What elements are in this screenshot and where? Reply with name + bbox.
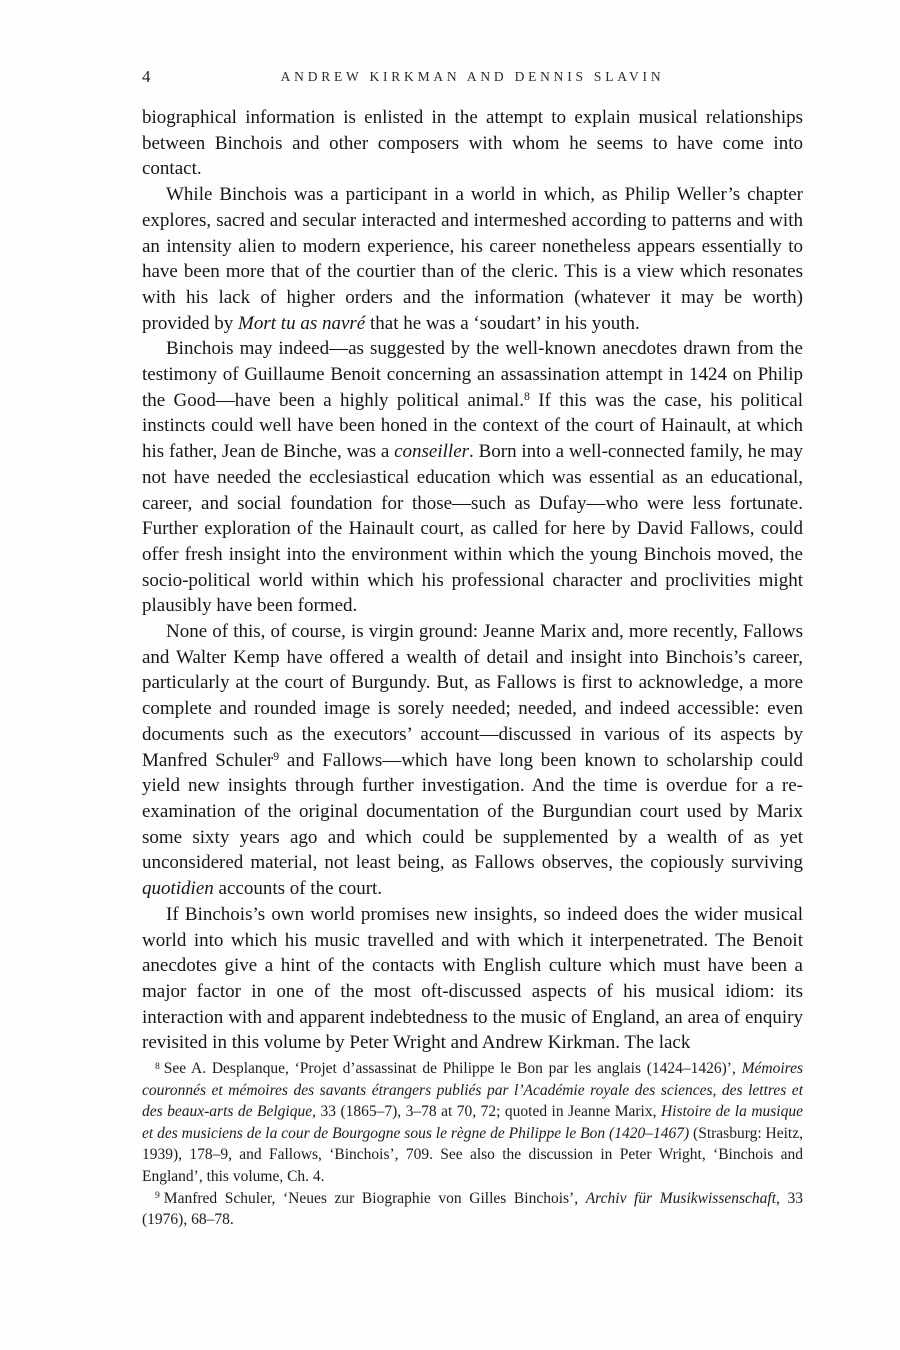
footnotes-block xyxy=(142,1058,803,1231)
text-segment: None of this, of course, is virgin ground: Jeanne Marix and, more recently, Fallows and Walter Kemp have offered a wealth of detail and insight into Binchois’s career, particularly at the court of Burgundy. But, as Fallows is first to acknowledge, a more complete and rounded image is sorely needed; needed, and indeed accessible: even documents such as the executors’ account—discussed in various of its aspects by Manfred Schuler xyxy=(142,621,803,771)
text-segment: and Fallows—which have long been known to scholarship could yield new insights through further investigation. And the time is overdue for a re-examination of the original documentation of the Burgundian court used by Marix some sixty years ago and which could be supplemented by a wealth of as yet unconsidered material, not least being, as Fallows observes, the copiously surviving xyxy=(142,749,803,874)
footnote-marker: 9 xyxy=(273,750,280,764)
text-segment: , 33 (1865–7), 3–78 at 70, 72; quoted in Jeanne Marix, xyxy=(312,1103,661,1121)
text-segment: biographical information is enlisted in the attempt to explain musical relationships between Binchois and other composers with whom he seems to have come into contact. xyxy=(142,107,803,180)
text-segment: that he was a ‘soudart’ in his youth. xyxy=(365,312,640,334)
text-segment: Binchois may indeed—as suggested by the well-known anecdotes drawn from the testimony of Guillaume Benoit concerning an assassination attempt in 1424 on Philip the Good—have been a highly political animal. xyxy=(142,338,803,411)
body-paragraph xyxy=(142,105,803,182)
footnote-marker: 8 xyxy=(155,1060,160,1072)
italic-text-segment: quotidien xyxy=(142,878,214,900)
text-segment: See A. Desplanque, ‘Projet d’assassinat de Philippe le Bon par les anglais (1424–1426)’, xyxy=(163,1060,742,1077)
text-segment: If this was the case, his political instincts could well have been honed in the context of the court of Hainault, at which his father, Jean de Binche, was a xyxy=(142,389,804,463)
footnote xyxy=(142,1058,803,1188)
text-segment: If Binchois’s own world promises new insights, so indeed does the wider musical world into which his music travelled and with which it interpenetrated. The Benoit anecdotes give a hint of the contacts with English culture which must have been a major factor in one of the most oft-discussed aspects of his musical idiom: its interaction with and apparent indebtedness to the music of England, an area of enquiry revisited in this volume by Peter Wright and Andrew Kirkman. The lack xyxy=(142,903,803,1054)
footnote-marker: 9 xyxy=(155,1190,160,1202)
italic-text-segment: Histoire de la musique et des musiciens de la cour de Bourgogne sous le règne de Philippe le Bon (1420–1467) xyxy=(142,1103,803,1142)
italic-text-segment: Archiv für Musikwissenschaft xyxy=(585,1189,777,1207)
page-number: 4 xyxy=(142,67,151,86)
body-text-block xyxy=(142,105,803,1056)
body-paragraph xyxy=(142,182,803,336)
text-segment: (Strasburg: Heitz, 1939), 178–9, and Fallows, ‘Binchois’, 709. See also the discussion in Peter Wright, ‘Binchois and England’, this volume, Ch. 4. xyxy=(142,1124,803,1185)
text-segment: Manfred Schuler, ‘Neues zur Biographie von Gilles Binchois’, xyxy=(163,1189,586,1207)
text-segment: . Born into a well-connected family, he may not have needed the ecclesiastical education which was essential as an educational, career, and social foundation for those—such as Dufay—who were less fortunate. Further exploration of the Hainault court, as called for here by David Fallows, could offer fresh insight into the environment within which the young Binchois moved, the socio-political world within which his professional character and proclivities might plausibly have been formed. xyxy=(142,441,803,617)
footnote xyxy=(142,1188,803,1231)
text-segment: accounts of the court. xyxy=(213,878,383,900)
running-header-title: ANDREW KIRKMAN AND DENNIS SLAVIN xyxy=(280,69,665,84)
text-segment: , 33 (1976), 68–78. xyxy=(142,1189,804,1229)
body-paragraph xyxy=(142,336,803,619)
italic-text-segment: Mémoires couronnés et mémoires des savants étrangers publiés par l’Académie royale des sciences, des lettres et des beaux-arts de Belgique xyxy=(142,1060,803,1121)
footnote-marker: 8 xyxy=(523,390,530,404)
body-paragraph xyxy=(142,619,803,902)
italic-text-segment: Mort tu as navré xyxy=(238,312,366,334)
italic-text-segment: conseiller xyxy=(394,441,470,463)
text-segment: While Binchois was a participant in a world in which, as Philip Weller’s chapter explores, sacred and secular interacted and intermeshed according to patterns and with an intensity alien to modern experience, his career nonetheless appears essentially to have been more that of the courtier than of the cleric. This is a view which resonates with his lack of higher orders and the information (whatever it may be worth) provided by xyxy=(142,184,803,334)
body-paragraph xyxy=(142,902,803,1056)
running-head xyxy=(142,66,803,88)
